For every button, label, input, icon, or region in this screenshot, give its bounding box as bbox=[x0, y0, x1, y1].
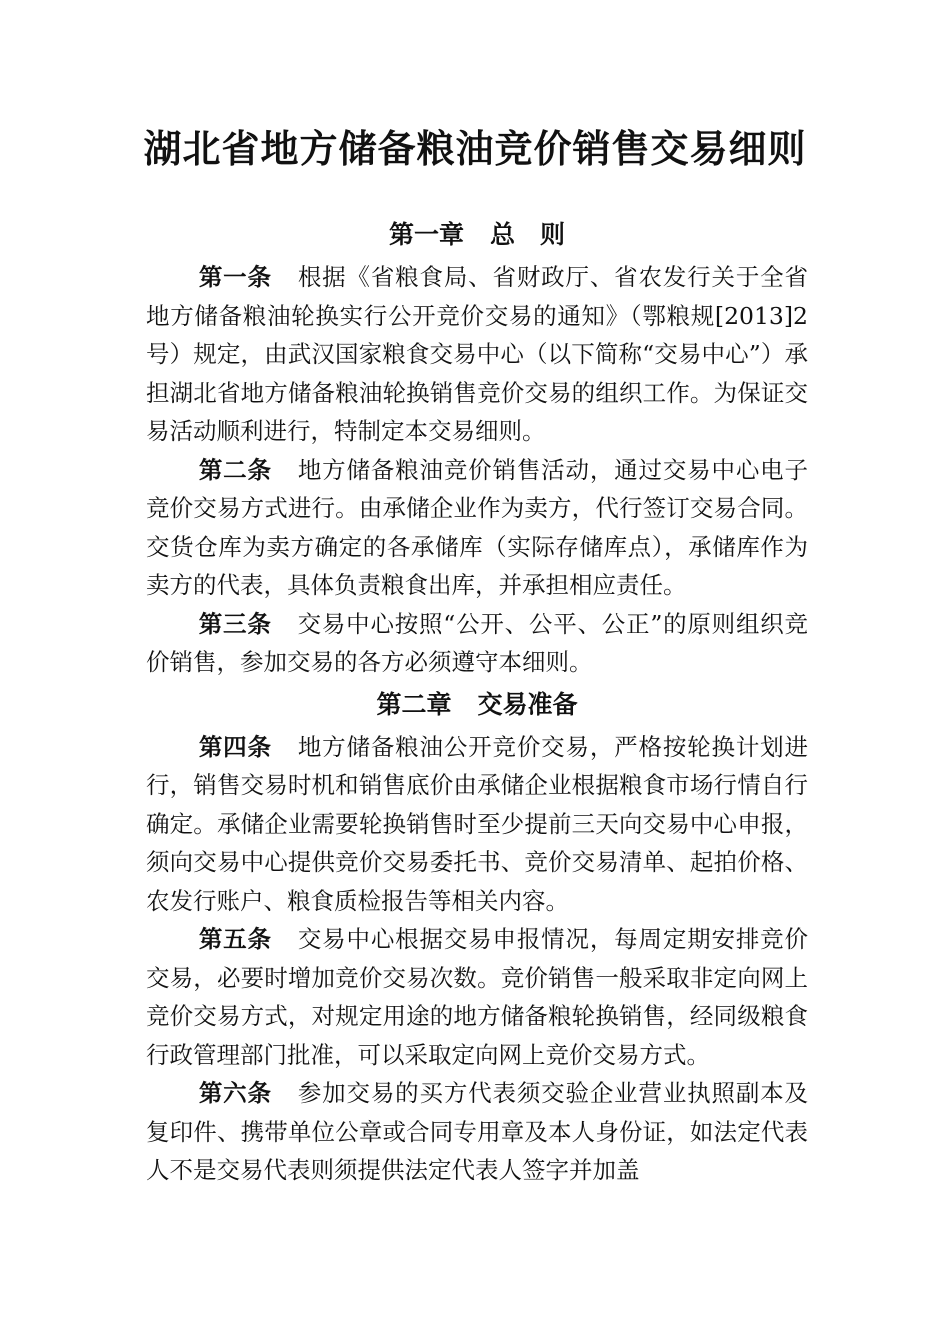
article-text: 地方储备粮油竞价销售活动，通过交易中心电子竞价交易方式进行。由承储企业作为卖方，代行签订交易合同。交货仓库为卖方确定的各承储库（实际存储库点），承储库作为卖方的代表，具体负责粮食出库，并承担相应责任。 bbox=[146, 455, 809, 599]
article-text: 交易中心按照“公开、公平、公正”的原则组织竞价销售，参加交易的各方必须遵守本细则。 bbox=[146, 609, 809, 676]
chapter-number: 第二章 bbox=[376, 689, 452, 719]
article-paragraph bbox=[146, 1074, 808, 1190]
article-paragraph bbox=[146, 728, 808, 921]
article-text: 参加交易的买方代表须交验企业营业执照副本及复印件、携带单位公章或合同专用章及本人身份证，如法定代表人不是交易代表则须提供法定代表人签字并加盖 bbox=[146, 1079, 809, 1184]
document-body bbox=[146, 212, 808, 1190]
article-paragraph bbox=[146, 451, 808, 605]
article-label: 第六条 bbox=[198, 1079, 272, 1107]
article-label: 第二条 bbox=[198, 455, 272, 484]
chapter-name: 总 则 bbox=[490, 220, 566, 249]
chapter-heading bbox=[146, 682, 808, 728]
article-paragraph bbox=[146, 258, 808, 451]
article-label: 第五条 bbox=[198, 925, 272, 953]
article-text: 交易中心根据交易申报情况，每周定期安排竞价交易，必要时增加竞价交易次数。竞价销售一般采取非定向网上竞价交易方式，对规定用途的地方储备粮轮换销售，经同级粮食行政管理部门批准，可以采取定向网上竞价交易方式。 bbox=[146, 925, 809, 1069]
article-paragraph bbox=[146, 920, 808, 1074]
article-text: 根据《省粮食局、省财政厅、省农发行关于全省地方储备粮油轮换实行公开竞价交易的通知》（鄂粮规[2013]2号）规定，由武汉国家粮食交易中心（以下简称“交易中心”）承担湖北省地方储备粮油轮换销售竞价交易的组织工作。为保证交易活动顺利进行，特制定本交易细则。 bbox=[146, 263, 809, 445]
chapter-name: 交易准备 bbox=[477, 689, 578, 719]
article-text: 地方储备粮油公开竞价交易，严格按轮换计划进行，销售交易时机和销售底价由承储企业根据粮食市场行情自行确定。承储企业需要轮换销售时至少提前三天向交易中心申报，须向交易中心提供竞价交易委托书、竞价交易清单、起拍价格、农发行账户、粮食质检报告等相关内容。 bbox=[146, 732, 809, 915]
chapter-number: 第一章 bbox=[388, 220, 464, 249]
article-paragraph bbox=[146, 605, 808, 682]
article-label: 第一条 bbox=[198, 263, 272, 291]
article-label: 第四条 bbox=[198, 732, 272, 761]
article-label: 第三条 bbox=[198, 609, 272, 638]
document-title: 湖北省地方储备粮油竞价销售交易细则 bbox=[143, 126, 807, 171]
chapter-heading bbox=[146, 212, 808, 258]
